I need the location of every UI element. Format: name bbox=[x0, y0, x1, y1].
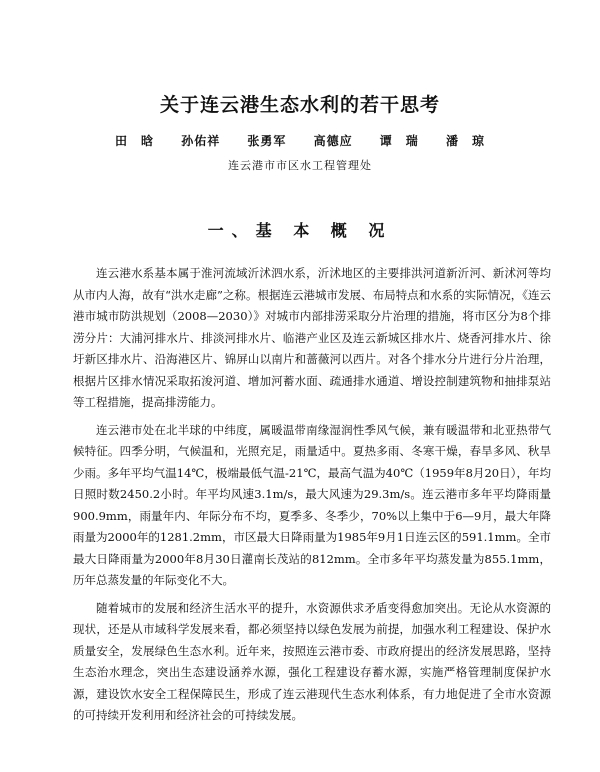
paragraph: 连云港市处在北半球的中纬度，属暖温带南缘湿润性季风气候，兼有暖温带和北亚热带气候特征。四季分明，气候温和，光照充足，雨量适中。夏热多雨、冬寒干燥，春旱多风、秋旱少雨。多年平均气温14℃，极端最低气温-21℃，最高气温为40℃（1959年8月20日），年均日照时数2450.2小时。年平均风速3.1m/s，最大风速为29.3m/s。连云港市多年平均降雨量900.9mm，雨量年内、年际分布不均，夏季多、冬季少，70%以上集中于6—9月，最大年降雨量为2000年的1281.2mm，市区最大日降雨量为1985年9月1日连云区的591.1mm。全市最大日降雨量为2000年8月30日灌南长茂站的812mm。全市多年平均蒸发量为855.1mm，历年总蒸发量的年际变化不大。 bbox=[73, 422, 551, 587]
author-affiliation: 连云港市市区水工程管理处 bbox=[228, 159, 372, 172]
author-name: 谭 瑞 bbox=[379, 134, 419, 148]
author-list bbox=[0, 132, 600, 149]
paragraph: 连云港水系基本属于淮河流域沂沭泗水系，沂沭地区的主要排洪河道新沂河、新沭河等均从市内人海，故有“洪水走廊”之称。根据连云港城市发展、布局特点和水系的实际情况，《连云港市城市防洪规划（2008—2030）》对城市内部排涝采取分片治理的措施，将市区分为8个排涝分片：大浦河排水片、排淡河排水片、临港产业区及连云新城区排水片、烧香河排水片、徐圩新区排水片、沿海港区片、锦屏山以南片和蔷薇河以西片。对各个排水分片进行分片治理，根据片区排水情况采取拓浚河道、增加河蓄水面、疏通排水通道、增设控制建筑物和抽排泵站等工程措施，提高排涝能力。 bbox=[73, 266, 551, 409]
paper-title: 关于连云港生态水利的若干思考 bbox=[159, 94, 440, 116]
author-name: 张勇军 bbox=[247, 134, 287, 148]
author-name: 孙佑祥 bbox=[181, 134, 221, 148]
section-heading: 一、基 本 概 况 bbox=[207, 221, 393, 240]
body-text bbox=[73, 263, 551, 733]
author-name: 潘 琼 bbox=[446, 134, 486, 148]
paragraph: 随着城市的发展和经济生活水平的提升，水资源供求矛盾变得愈加突出。无论从水资源的现状，还是从市域科学发展来看，都必须坚持以绿色发展为前提，加强水利工程建设、保护水质量安全，发展绿色生态水利。近年来，按照连云港市委、市政府提出的经济发展思路，坚持生态治水理念，突出生态建设涵养水源，强化工程建设存蓄水源，实施严格管理制度保护水源，建设饮水安全工程保障民生，形成了连云港现代生态水利体系，有力地促进了全市水资源的可持续开发利用和经济社会的可持续发展。 bbox=[73, 600, 551, 722]
author-name: 田 晗 bbox=[114, 134, 154, 148]
author-name: 高德应 bbox=[313, 134, 353, 148]
